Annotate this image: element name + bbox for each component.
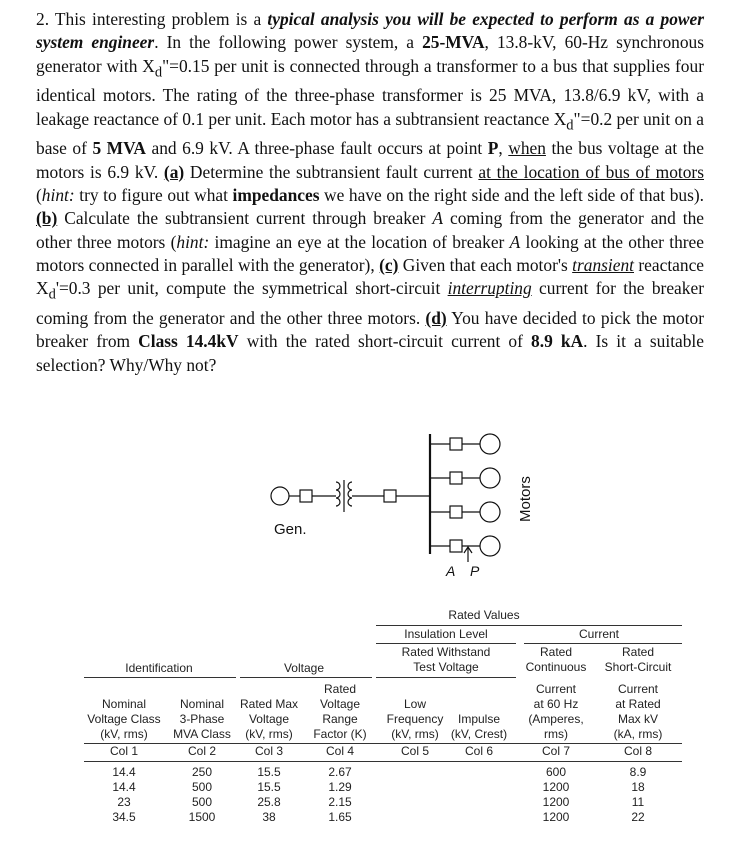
table-cell: 14.4 [112,765,136,779]
table-cell: 1500 [188,810,216,824]
transformer-symbol [336,480,352,512]
header-lf-2: Frequency [386,712,444,726]
breaker-a [450,540,462,552]
table-cell: 8.9 [629,765,647,779]
table-cell: 38 [262,810,276,824]
table-cell: 500 [191,795,213,809]
header-range-1: Rated [323,682,357,696]
motor-branch-4 [430,536,500,556]
table-cell: 18 [631,780,645,794]
header-rmv-1: Rated Max [239,697,299,711]
header-rsc-6: (kA, rms) [613,727,663,741]
table-cell: 1.65 [328,810,352,824]
table-cell: 600 [545,765,567,779]
col-label-4: Col 4 [325,744,354,758]
header-impulse-1: Impulse [457,712,501,726]
motor-branch-3 [430,502,500,522]
header-voltage: Voltage [283,661,325,675]
table-cell: 1200 [542,795,570,809]
header-nvc-1: Nominal [101,697,146,711]
header-rc-6: rms) [544,727,568,741]
problem-statement: 2. This interesting problem is a typical analysis you will be expected to perform as a power system engineer. In the following power system, a 25-MVA, 13.8-kV, 60-Hz synchronous generator with $X_d"=0.15$ per unit is connected through a transformer to a bus that supplies four identical motors. The rating of the three-phase transformer is 25 MVA, 13.8/6.9 kV, with a leakage reactance of 0.1 per unit. Each motor has a subtransient reactance $X_d"=0.2$ per unit on a base of 5 MVA and 6.9 kV. A three-phase fault occurs at point P, when the bus voltage at the motors is 6.9 kV. (a) Determine the subtransient fault current at the location of bus of motors (hint: try to figure out what impedances we have on the right side and the left side of that bus). (b) Calculate the subtransient current through breaker A coming from the generator and the other three motors (hint: imagine an eye at the location of breaker A looking at the other three motors connected in parallel with the generator), (c) Given that each motor's transient reactance $X_d'=0.3$ per unit, compute the symmetrical short-circuit interrupting current for the breaker coming from the generator and the other three motors. (d) You have decided to pick the motor breaker from Class 14.4kV with the rated short-circuit current of 8.9 kA. Is it a suitable selection? Why/Why not? [36,9,705,375]
col-label-6: Col 6 [464,744,493,758]
table-cell: 1.29 [328,780,352,794]
fault-p-label: P [470,563,480,579]
header-rc-2: Continuous [525,660,587,674]
header-rsc-2: Short-Circuit [604,660,672,674]
col-label-8: Col 8 [623,744,652,758]
header-impulse-2: (kV, Crest) [450,727,508,741]
header-rc-4: at 60 Hz [533,697,579,711]
header-rmv-3: (kV, rms) [245,727,293,741]
breaker-a-label: A [446,563,456,579]
transformer-breaker [384,490,396,502]
table-cell: 2.15 [328,795,352,809]
header-mva-2: 3-Phase [179,712,225,726]
col-label-1: Col 1 [109,744,138,758]
header-range-3: Range [322,712,358,726]
motors-label: Motors [517,476,534,522]
table-cell: 23 [117,795,131,809]
table-cell: 1200 [542,780,570,794]
motor-branch-2 [430,468,500,488]
header-mva-3: MVA Class [173,727,231,741]
col-label-3: Col 3 [254,744,283,758]
header-current: Current [578,627,619,641]
header-identification: Identification [125,661,193,675]
col-label-2: Col 2 [187,744,216,758]
table-cell: 25.8 [257,795,281,809]
header-test-voltage: Test Voltage [413,660,479,674]
table-cell: 14.4 [112,780,136,794]
table-cell: 34.5 [112,810,136,824]
header-lf-1: Low [403,697,426,711]
header-insulation-level: Insulation Level [404,627,488,641]
table-cell: 11 [631,795,645,809]
header-rc-5: (Amperes, [528,712,584,726]
table-cell: 15.5 [257,765,281,779]
header-rmv-2: Voltage [248,712,290,726]
header-mva-1: Nominal [179,697,224,711]
table-cell: 500 [191,780,213,794]
header-lf-3: (kV, rms) [391,727,439,741]
header-rsc-1: Rated [621,645,655,659]
breaker-ratings-table [84,606,684,836]
header-rated-values: Rated Values [448,608,520,622]
generator-symbol [271,487,289,505]
table-cell: 15.5 [257,780,281,794]
header-range-2: Voltage [319,697,361,711]
table-cell: 250 [191,765,213,779]
header-rsc-3: Current [617,682,658,696]
table-cell: 2.67 [328,765,352,779]
col-label-7: Col 7 [541,744,570,758]
header-rated-withstand: Rated Withstand [401,645,491,659]
col-label-5: Col 5 [400,744,429,758]
header-nvc-3: (kV, rms) [100,727,148,741]
header-nvc-2: Voltage Class [87,712,161,726]
motor-branch-1 [430,434,500,454]
table-cell: 1200 [542,810,570,824]
header-rc-3: Current [535,682,576,696]
table-cell: 22 [631,810,645,824]
header-rc-1: Rated [539,645,573,659]
one-line-diagram [260,420,560,590]
gen-label: Gen. [274,521,307,538]
header-rsc-4: at Rated [615,697,661,711]
generator-breaker [300,490,312,502]
header-rsc-5: Max kV [617,712,658,726]
header-range-4: Factor (K) [313,727,367,741]
